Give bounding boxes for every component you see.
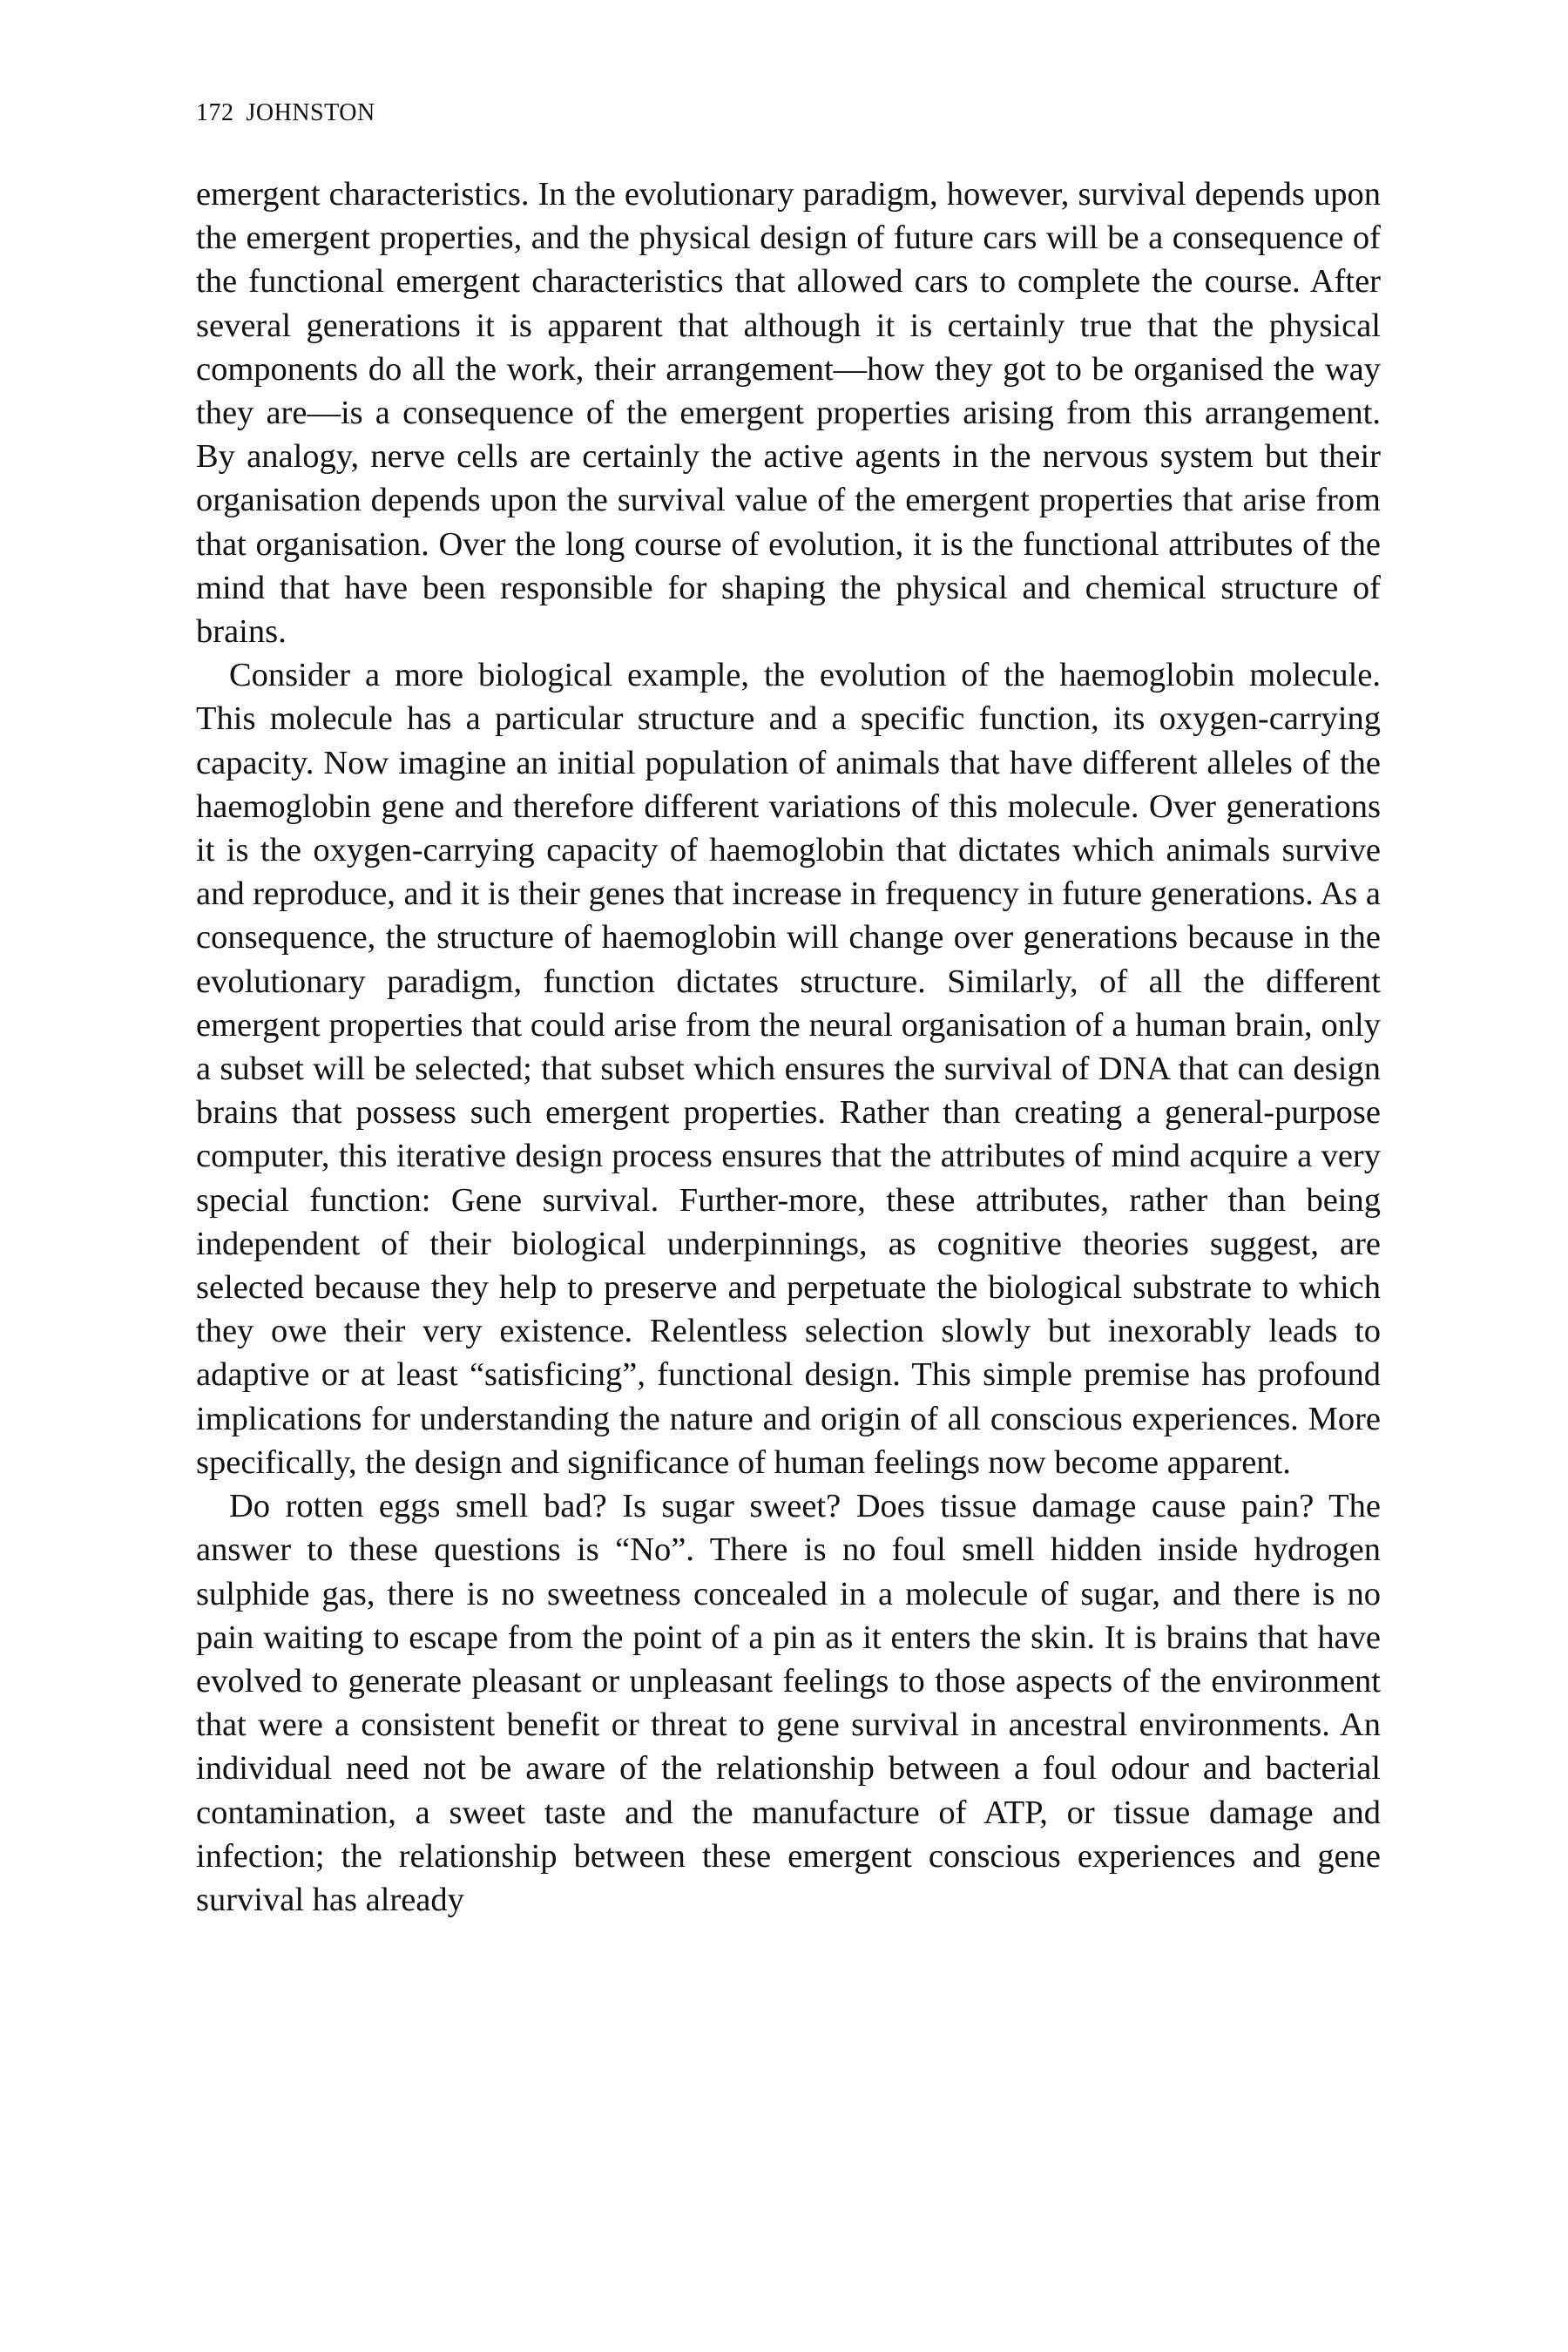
page-number: 172 [196, 99, 234, 126]
running-title: JOHNSTON [246, 99, 375, 126]
body-text [196, 172, 1381, 1922]
running-head [196, 98, 375, 129]
paragraph-haemoglobin-example: Consider a more biological example, the evolution of the haemoglobin molecule. This molecule has a particular structure and a specific function, its oxygen-carrying capacity. Now imagine an initial population of animals that have different alleles of the haemoglobin gene and therefore different variations of this molecule. Over generations it is the oxygen-carrying capacity of haemoglobin that dictates which animals survive and reproduce, and it is their genes that increase in frequency in future generations. As a consequence, the structure of haemoglobin will change over generations because in the evolutionary paradigm, function dictates structure. Similarly, of all the different emergent properties that could arise from the neural organisation of a human brain, only a subset will be selected; that subset which ensures the survival of DNA that can design brains that possess such emergent properties. Rather than creating a general-purpose computer, this iterative design process ensures that the attributes of mind acquire a very special function: Gene survival. Further-more, these attributes, rather than being independent of their biological underpinnings, as cognitive theories suggest, are selected because they help to preserve and perpetuate the biological substrate to which they owe their very existence. Relentless selection slowly but inexorably leads to adaptive or at least “satisficing”, functional design. This simple premise has profound implications for understanding the nature and origin of all conscious experiences. More specifically, the design and significance of human feelings now become apparent. [196, 657, 1381, 1481]
paragraph-continued: emergent characteristics. In the evolutionary paradigm, however, survival depends upon the emergent properties, and the physical design of future cars will be a consequence of the functional emergent characteristics that allowed cars to complete the course. After several generations it is apparent that although it is certainly true that the physical components do all the work, their arrangement—how they got to be organised the way they are—is a consequence of the emergent properties arising from this arrangement. By analogy, nerve cells are certainly the active agents in the nervous system but their organisation depends upon the survival value of the emergent properties that arise from that organisation. Over the long course of evolution, it is the functional attributes of the mind that have been responsible for shaping the physical and chemical structure of brains. [196, 176, 1381, 651]
paragraph-rotten-eggs: Do rotten eggs smell bad? Is sugar sweet? Does tissue damage cause pain? The answer to these questions is “No”. There is no foul smell hidden inside hydrogen sulphide gas, there is no sweetness concealed in a molecule of sugar, and there is no pain waiting to escape from the point of a pin as it enters the skin. It is brains that have evolved to generate pleasant or unpleasant feelings to those aspects of the environment that were a consistent benefit or threat to gene survival in ancestral environments. An individual need not be aware of the relationship between a foul odour and bacterial contamination, a sweet taste and the manufacture of ATP, or tissue damage and infection; the relationship between these emergent conscious experiences and gene survival has already [196, 1488, 1381, 1918]
